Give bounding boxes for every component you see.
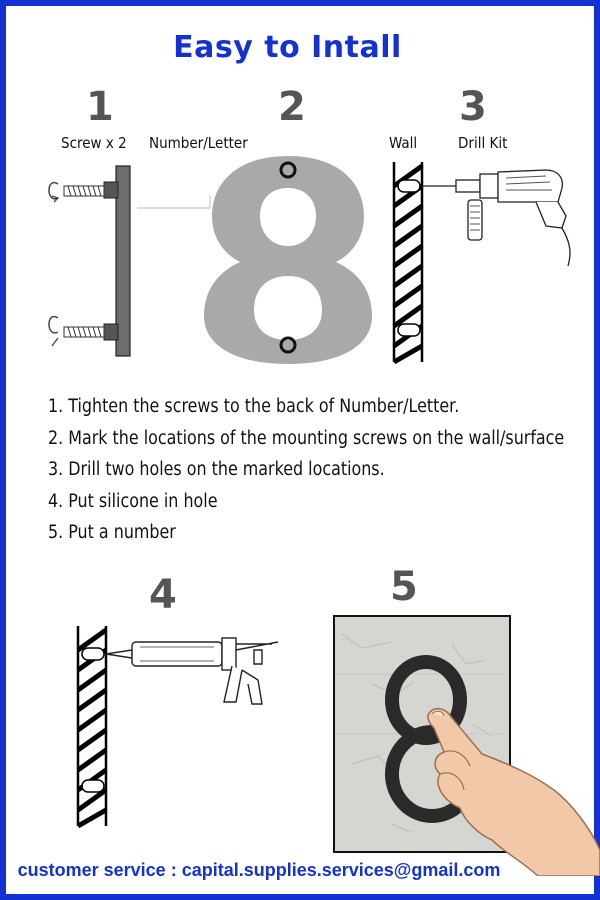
drill-icon (422, 170, 570, 266)
instruction-step-1: 1. Tighten the screws to the back of Number/Letter. (48, 396, 460, 417)
mounted-number-photo (332, 614, 600, 876)
customer-service-email: customer service : capital.supplies.services@gmail.com (17, 860, 501, 880)
wall-icon (78, 626, 106, 826)
wall-drill-illustration (386, 156, 582, 366)
wall-caulk-gun-illustration (72, 620, 282, 830)
screw-icon (49, 317, 104, 346)
page-title: Easy to Intall (173, 30, 402, 65)
number-eight-illustration (196, 154, 381, 364)
caption-wall: Wall (389, 134, 418, 152)
step-number-5: 5 (390, 564, 418, 610)
step-number-4: 4 (149, 572, 177, 618)
screws-bracket-illustration (42, 156, 222, 361)
caption-number-letter: Number/Letter (149, 134, 248, 152)
wall-icon (394, 162, 422, 362)
step-number-3: 3 (459, 84, 487, 130)
instruction-step-3: 3. Drill two holes on the marked locations. (48, 459, 385, 480)
instruction-step-2: 2. Mark the locations of the mounting screws on the wall/surface (48, 427, 565, 449)
instructions-list (48, 396, 564, 554)
screw-icon (49, 183, 104, 202)
step-number-1: 1 (86, 84, 114, 130)
instruction-step-5: 5. Put a number (48, 522, 176, 543)
caption-screw-x2: Screw x 2 (61, 134, 127, 152)
caulk-gun-icon (106, 638, 278, 704)
caption-drill-kit: Drill Kit (458, 134, 508, 152)
step-number-2: 2 (278, 84, 306, 130)
instruction-step-4: 4. Put silicone in hole (48, 490, 218, 512)
